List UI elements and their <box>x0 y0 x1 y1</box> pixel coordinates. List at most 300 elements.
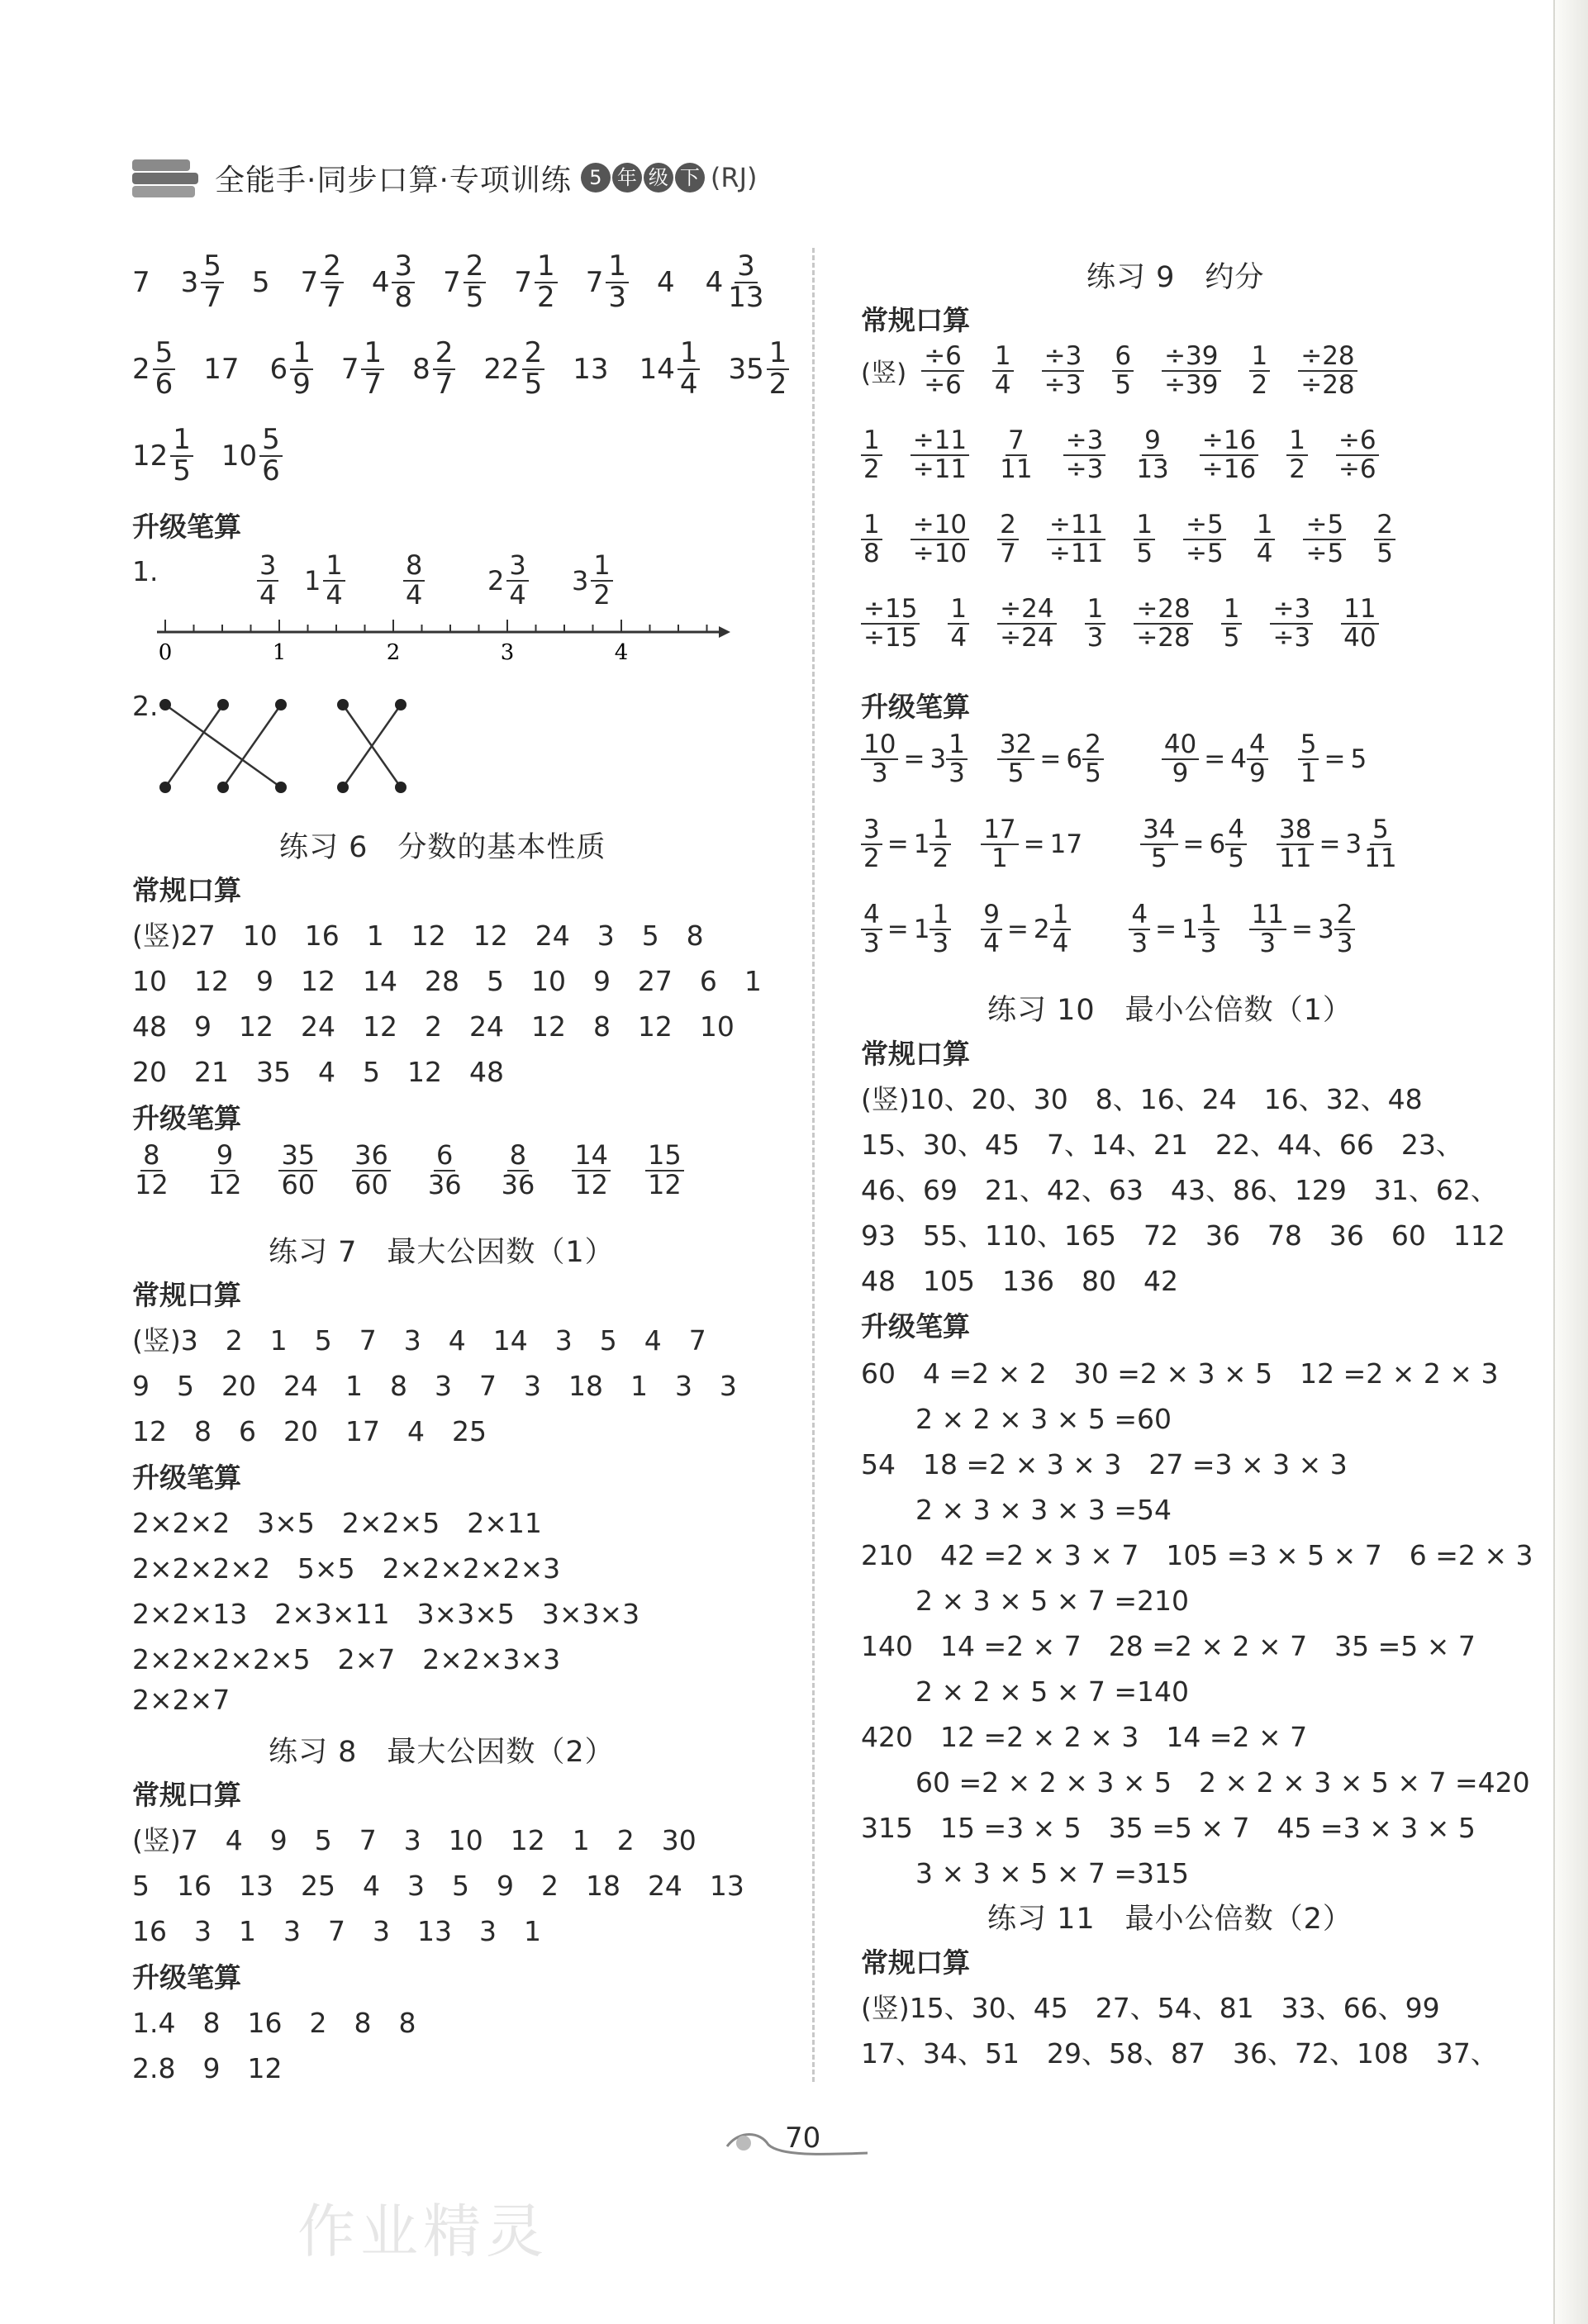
match-dot <box>337 782 349 793</box>
number-line <box>132 537 744 669</box>
denominator: ÷11 <box>912 454 968 484</box>
numerator: 1 <box>606 252 629 283</box>
mixed-number <box>132 425 193 486</box>
watermark: 作业精灵 <box>297 2198 549 2265</box>
equation <box>981 901 1071 957</box>
fraction <box>861 427 882 482</box>
numerator: 1 <box>535 252 558 283</box>
mixed-row-3 <box>132 425 311 486</box>
torn-page-edge <box>1553 0 1588 2324</box>
fraction <box>1225 816 1247 872</box>
tick-label: 1 <box>272 640 287 665</box>
denominator: 5 <box>1136 538 1153 568</box>
match-line <box>165 705 281 787</box>
fraction <box>352 1139 391 1200</box>
answer-row: (竖)15、30、45 27、54、81 33、66、99 <box>861 1992 1440 2024</box>
denominator: 11 <box>1000 454 1033 484</box>
fraction <box>997 731 1034 787</box>
denominator: 9 <box>292 367 311 401</box>
mixed-number <box>443 252 486 312</box>
denominator: 9 <box>1172 758 1189 788</box>
work-line: 2 × 3 × 3 × 3 =54 <box>861 1494 1172 1526</box>
whole-part: 2 <box>132 352 150 386</box>
whole-part: 22 <box>483 352 520 386</box>
answer-row: 2.8 9 12 <box>132 2052 283 2084</box>
fraction <box>1247 731 1268 787</box>
answer-row: 12 8 6 20 17 4 25 <box>132 1415 487 1447</box>
fraction <box>767 336 790 401</box>
fraction <box>361 336 384 401</box>
fraction <box>1085 596 1106 651</box>
fraction <box>464 252 487 312</box>
denominator: 36 <box>427 1168 462 1200</box>
denominator: 3 <box>1131 928 1148 958</box>
whole-part: 1 <box>1181 914 1198 944</box>
fraction <box>153 336 176 401</box>
fraction <box>426 1139 464 1200</box>
answer-row: 5 16 13 25 4 3 5 9 2 18 24 13 <box>132 1870 744 1902</box>
whole-part: 6 <box>1066 744 1083 774</box>
fraction <box>1334 901 1356 957</box>
fraction <box>1112 343 1134 398</box>
whole-part: 8 <box>412 352 430 386</box>
fraction <box>1200 427 1258 482</box>
denominator: 40 <box>1343 622 1376 653</box>
whole-part: 35 <box>728 352 764 386</box>
denominator: ÷3 <box>1272 622 1311 653</box>
matching-diagram <box>132 690 496 806</box>
equation <box>1277 816 1400 872</box>
denominator: ÷10 <box>912 538 968 568</box>
routine-label: 常规口算 <box>132 1779 241 1811</box>
fraction <box>981 901 1002 957</box>
answer-row: (竖)10、20、30 8、16、24 16、32、48 <box>861 1083 1423 1115</box>
denominator: 2 <box>1289 454 1305 484</box>
answer-row: 2×2×7 <box>132 1684 231 1716</box>
whole-part: 7 <box>300 265 319 299</box>
upgrade-label: 升级笔算 <box>132 511 241 543</box>
whole-part: 1 <box>913 829 930 859</box>
fraction <box>981 816 1018 872</box>
numerator: ÷6 <box>921 343 964 372</box>
section-title: 练习 7 最大公因数（1） <box>269 1236 615 1269</box>
grade-char: 年 <box>612 163 642 192</box>
denominator: ÷3 <box>1065 454 1104 484</box>
fraction <box>725 252 766 312</box>
fraction <box>1063 427 1106 482</box>
fraction <box>522 336 545 401</box>
fraction <box>535 252 558 312</box>
numerator: 1 <box>290 339 313 370</box>
mixed-number <box>301 252 344 312</box>
mixed-number <box>573 353 611 386</box>
fraction <box>1140 816 1177 872</box>
numerator: ÷15 <box>861 596 920 625</box>
whole-part: 3 <box>572 564 589 596</box>
numerator: 1 <box>992 343 1014 372</box>
denominator: 7 <box>1000 538 1016 568</box>
denominator: 2 <box>593 578 611 611</box>
fraction <box>1277 816 1314 872</box>
section-title: 练习 6 分数的基本性质 <box>279 831 606 864</box>
denominator: 2 <box>863 454 880 484</box>
item-number: 2. <box>132 690 159 722</box>
routine-label: 常规口算 <box>861 1038 970 1070</box>
equation <box>997 731 1104 787</box>
denominator: 12 <box>207 1168 242 1200</box>
fraction <box>1198 901 1220 957</box>
denominator: 13 <box>1136 454 1169 484</box>
numerator: ÷16 <box>1200 427 1258 456</box>
denominator: 6 <box>155 367 174 401</box>
denominator: 3 <box>1336 928 1353 958</box>
fraction <box>910 511 969 567</box>
numerator: 15 <box>645 1142 684 1172</box>
item-number: 1. <box>132 555 159 587</box>
equation <box>861 816 951 872</box>
mixed-number <box>586 252 629 312</box>
numerator: 4 <box>1129 901 1150 930</box>
equals-sign: = <box>1204 744 1226 774</box>
numerator: 5 <box>153 339 176 370</box>
whole-part: 14 <box>639 352 675 386</box>
fraction <box>1047 511 1105 567</box>
answer-row: (竖)7 4 9 5 7 3 10 12 1 2 30 <box>132 1824 697 1856</box>
whole-part: 5 <box>251 265 270 299</box>
fraction <box>392 252 415 312</box>
upgrade-label: 升级笔算 <box>132 1461 241 1494</box>
denominator: 5 <box>1007 758 1025 788</box>
numerator: 5 <box>201 252 224 283</box>
work-line: 60 =2 × 2 × 3 × 5 2 × 2 × 3 × 5 × 7 =420 <box>861 1766 1530 1799</box>
answer-row: 16 3 1 3 7 3 13 3 1 <box>132 1915 541 1947</box>
fraction <box>1362 816 1399 872</box>
answer-row: 2×2×13 2×3×11 3×3×5 3×3×3 <box>132 1598 640 1630</box>
grade-badge <box>580 163 706 192</box>
fraction <box>1298 731 1319 787</box>
grade-char: 5 <box>581 163 611 192</box>
work-line: 2 × 3 × 5 × 7 =210 <box>861 1585 1189 1617</box>
numerator: 17 <box>981 816 1018 845</box>
fraction <box>278 1139 317 1200</box>
whole-part: 4 <box>656 265 675 299</box>
equals-sign: = <box>887 829 909 859</box>
fraction-row <box>861 596 1407 651</box>
numerator: 1 <box>1085 596 1106 625</box>
numerator: ÷3 <box>1042 343 1085 372</box>
numerator: 1 <box>1050 901 1072 930</box>
denominator: ÷11 <box>1048 538 1104 568</box>
mixed-number <box>269 336 313 401</box>
match-line <box>165 705 223 787</box>
denominator: 1 <box>991 843 1008 873</box>
whole-part: 7 <box>585 265 604 299</box>
numerator: 1 <box>1198 901 1220 930</box>
arrow-icon <box>719 626 730 638</box>
numerator: 14 <box>572 1142 611 1172</box>
fraction <box>861 816 882 872</box>
denominator: ÷28 <box>1300 369 1355 400</box>
denominator: 3 <box>863 928 880 958</box>
numerator: 6 <box>1112 343 1134 372</box>
fraction <box>1270 596 1313 651</box>
mixed-number <box>412 336 455 401</box>
fraction <box>1286 427 1308 482</box>
work-line: 210 42 =2 × 3 × 7 105 =3 × 5 × 7 6 =2 × 3 <box>861 1539 1533 1571</box>
fraction <box>946 731 968 787</box>
fraction <box>921 343 964 398</box>
numerator: 8 <box>507 1142 529 1172</box>
numerator: 1 <box>170 425 193 457</box>
whole-part: 12 <box>132 439 169 473</box>
answer-row: 17、34、51 29、58、87 36、72、108 37、 <box>861 2037 1498 2070</box>
numerator: 3 <box>392 252 415 283</box>
denominator: 4 <box>950 622 968 653</box>
numerator: 1 <box>948 596 969 625</box>
numerator: ÷28 <box>1298 343 1357 372</box>
denominator: 1 <box>1300 758 1317 788</box>
whole-part: 6 <box>1209 829 1226 859</box>
numerator: 4 <box>861 901 882 930</box>
match-dot <box>217 699 229 711</box>
routine-label: 常规口算 <box>861 1946 970 1979</box>
equation-row <box>861 901 1385 957</box>
fraction <box>1254 511 1276 567</box>
denominator: 4 <box>406 578 423 611</box>
fraction <box>645 1139 684 1200</box>
numerator: 2 <box>1082 731 1104 760</box>
numerator: ÷10 <box>910 511 969 540</box>
section-title: 练习 10 最小公倍数（1） <box>987 994 1353 1027</box>
numerator: 32 <box>997 731 1034 760</box>
whole-part: 1 <box>304 564 321 596</box>
denominator: ÷24 <box>1000 622 1054 653</box>
numerator: 1 <box>767 339 790 370</box>
tick-label: 2 <box>386 640 401 665</box>
numerator: 9 <box>214 1142 235 1172</box>
denominator: 3 <box>608 280 626 314</box>
answer-row: 46、69 21、42、63 43、86、129 31、62、 <box>861 1174 1498 1206</box>
whole-part: 3 <box>1345 829 1362 859</box>
whole-part: 5 <box>1350 744 1367 774</box>
numerator: 9 <box>1142 427 1163 456</box>
fraction <box>992 343 1014 398</box>
numerator: 1 <box>1134 511 1155 540</box>
numerator: 11 <box>1341 596 1378 625</box>
denominator: 2 <box>863 843 880 873</box>
answer-row: 10 12 9 12 14 28 5 10 9 27 6 1 <box>132 965 762 997</box>
prefix-label: (竖) <box>861 359 907 389</box>
equation <box>861 731 968 787</box>
fraction <box>997 596 1056 651</box>
tick-label: 3 <box>500 640 515 665</box>
fraction <box>1134 427 1171 482</box>
match-dot <box>275 699 287 711</box>
denominator: 5 <box>1376 538 1393 568</box>
whole-part: 1 <box>913 914 930 944</box>
numerator: ÷3 <box>1270 596 1313 625</box>
fraction <box>1298 343 1357 398</box>
fraction <box>499 1139 538 1200</box>
numerator: ÷5 <box>1303 511 1346 540</box>
fraction <box>1374 511 1395 567</box>
equation <box>1162 731 1268 787</box>
denominator: 5 <box>1223 622 1240 653</box>
fraction-row <box>861 511 1424 567</box>
denominator: 5 <box>173 454 191 487</box>
tick-label: 4 <box>614 640 629 665</box>
grade-char: 下 <box>675 163 705 192</box>
whole-part: 4 <box>705 265 724 299</box>
equation <box>1249 901 1356 957</box>
match-dot <box>217 782 229 793</box>
numerator: 1 <box>361 339 384 370</box>
denominator: 5 <box>1228 843 1244 873</box>
match-dot <box>159 782 171 793</box>
page-number: 70 <box>785 2122 821 2155</box>
numerator: 3 <box>257 552 278 582</box>
denominator: 3 <box>1259 928 1277 958</box>
denominator: 2 <box>768 367 787 401</box>
numerator: 1 <box>946 731 968 760</box>
numerator: 2 <box>997 511 1019 540</box>
numerator: 1 <box>861 511 882 540</box>
numerator: 5 <box>1298 731 1319 760</box>
equals-sign: = <box>1155 914 1177 944</box>
fraction <box>1050 901 1072 957</box>
fraction <box>606 252 629 312</box>
denominator: 4 <box>259 578 277 611</box>
denominator: 12 <box>135 1168 169 1200</box>
denominator: 3 <box>1086 622 1104 653</box>
numerator: 2 <box>1334 901 1356 930</box>
work-line: 420 12 =2 × 2 × 3 14 =2 × 7 <box>861 1721 1308 1753</box>
section-title: 练习 11 最小公倍数（2） <box>987 1903 1353 1936</box>
numerator: ÷6 <box>1336 427 1379 456</box>
denominator: ÷6 <box>924 369 962 400</box>
denominator: 6 <box>262 454 280 487</box>
equation <box>981 816 1082 872</box>
fraction <box>930 816 951 872</box>
upgrade-label: 升级笔算 <box>132 1102 241 1134</box>
mixed-number <box>132 336 175 401</box>
numerator: 5 <box>1370 816 1391 845</box>
tick-label: 0 <box>158 640 173 665</box>
equation <box>861 901 951 957</box>
mixed-number <box>657 266 678 299</box>
fraction <box>572 1139 611 1200</box>
denominator: 60 <box>281 1168 316 1200</box>
numerator: 9 <box>981 901 1002 930</box>
denominator: 4 <box>326 578 343 611</box>
numerator: 1 <box>591 552 612 582</box>
numerator: 2 <box>464 252 487 283</box>
fraction <box>1341 596 1378 651</box>
denominator: 7 <box>323 280 341 314</box>
numerator: 4 <box>1225 816 1247 845</box>
equals-sign: = <box>1182 829 1205 859</box>
denominator: 8 <box>863 538 880 568</box>
fraction <box>910 427 969 482</box>
fraction <box>1162 343 1220 398</box>
denominator: 3 <box>949 758 965 788</box>
numerator: 7 <box>1006 427 1027 456</box>
mixed-number <box>372 252 415 312</box>
denominator: 13 <box>728 280 764 314</box>
answer-row: 2×2×2 3×5 2×2×5 2×11 <box>132 1507 542 1539</box>
work-line: 60 4 =2 × 2 30 =2 × 3 × 5 12 =2 × 2 × 3 <box>861 1357 1499 1390</box>
numerator: 4 <box>1247 731 1268 760</box>
denominator: 5 <box>465 280 484 314</box>
lcm-work <box>861 1351 1533 1896</box>
denominator: 5 <box>1085 758 1101 788</box>
match-dot <box>337 699 349 711</box>
equation <box>1140 816 1247 872</box>
numerator: 8 <box>403 552 425 582</box>
match-dot <box>159 699 171 711</box>
match-line <box>223 705 281 787</box>
numerator: 8 <box>140 1142 162 1172</box>
answer-row: 2×2×2×2 5×5 2×2×2×2×3 <box>132 1552 561 1585</box>
denominator: 4 <box>983 928 1000 958</box>
numerator: ÷11 <box>1047 511 1105 540</box>
fraction-row <box>861 343 1386 398</box>
equals-sign: = <box>1006 914 1029 944</box>
denominator: 3 <box>932 928 949 958</box>
mixed-number <box>483 336 544 401</box>
fraction <box>678 336 701 401</box>
numerator: ÷11 <box>910 427 969 456</box>
numerator: 36 <box>352 1142 391 1172</box>
fraction <box>206 1139 245 1200</box>
upgrade-label: 升级笔算 <box>132 1961 241 1994</box>
whole-part: 17 <box>203 352 240 386</box>
denominator: 5 <box>1150 843 1167 873</box>
work-line: 2 × 2 × 5 × 7 =140 <box>861 1675 1189 1708</box>
work-line: 3 × 3 × 5 × 7 =315 <box>861 1857 1189 1889</box>
section-title: 练习 9 约分 <box>1086 261 1265 294</box>
numerator: 1 <box>323 552 345 582</box>
mixed-number <box>203 353 241 386</box>
fraction <box>1249 901 1286 957</box>
denominator: 7 <box>203 280 221 314</box>
section-title: 练习 8 最大公因数（2） <box>269 1736 615 1769</box>
whole-part: 7 <box>340 352 359 386</box>
equals-sign: = <box>1039 744 1062 774</box>
denominator: 11 <box>1278 843 1312 873</box>
edition-tag: (RJ) <box>710 162 758 193</box>
fraction <box>948 596 969 651</box>
denominator: 9 <box>1248 758 1266 788</box>
work-line: 315 15 =3 × 5 35 =5 × 7 45 =3 × 3 × 5 <box>861 1812 1476 1844</box>
numerator: ÷24 <box>997 596 1056 625</box>
work-line: 2 × 2 × 3 × 5 =60 <box>861 1403 1172 1435</box>
match-dot <box>395 782 407 793</box>
equals-sign: = <box>1291 914 1313 944</box>
routine-label: 常规口算 <box>861 304 970 336</box>
whole-part: 3 <box>180 265 199 299</box>
answer-row: 93 55、110、165 72 36 78 36 60 112 <box>861 1219 1505 1252</box>
answer-row: 9 5 20 24 1 8 3 7 3 18 1 3 3 <box>132 1370 737 1402</box>
numerator: 35 <box>278 1142 317 1172</box>
answer-row: 20 21 35 4 5 12 48 <box>132 1056 504 1088</box>
numerator: 34 <box>1140 816 1177 845</box>
equation-row <box>861 816 1429 872</box>
denominator: 4 <box>994 369 1011 400</box>
whole-part: 3 <box>1318 914 1334 944</box>
book-title: 全能手·同步口算·专项训练 <box>215 163 572 197</box>
fraction <box>1336 427 1379 482</box>
